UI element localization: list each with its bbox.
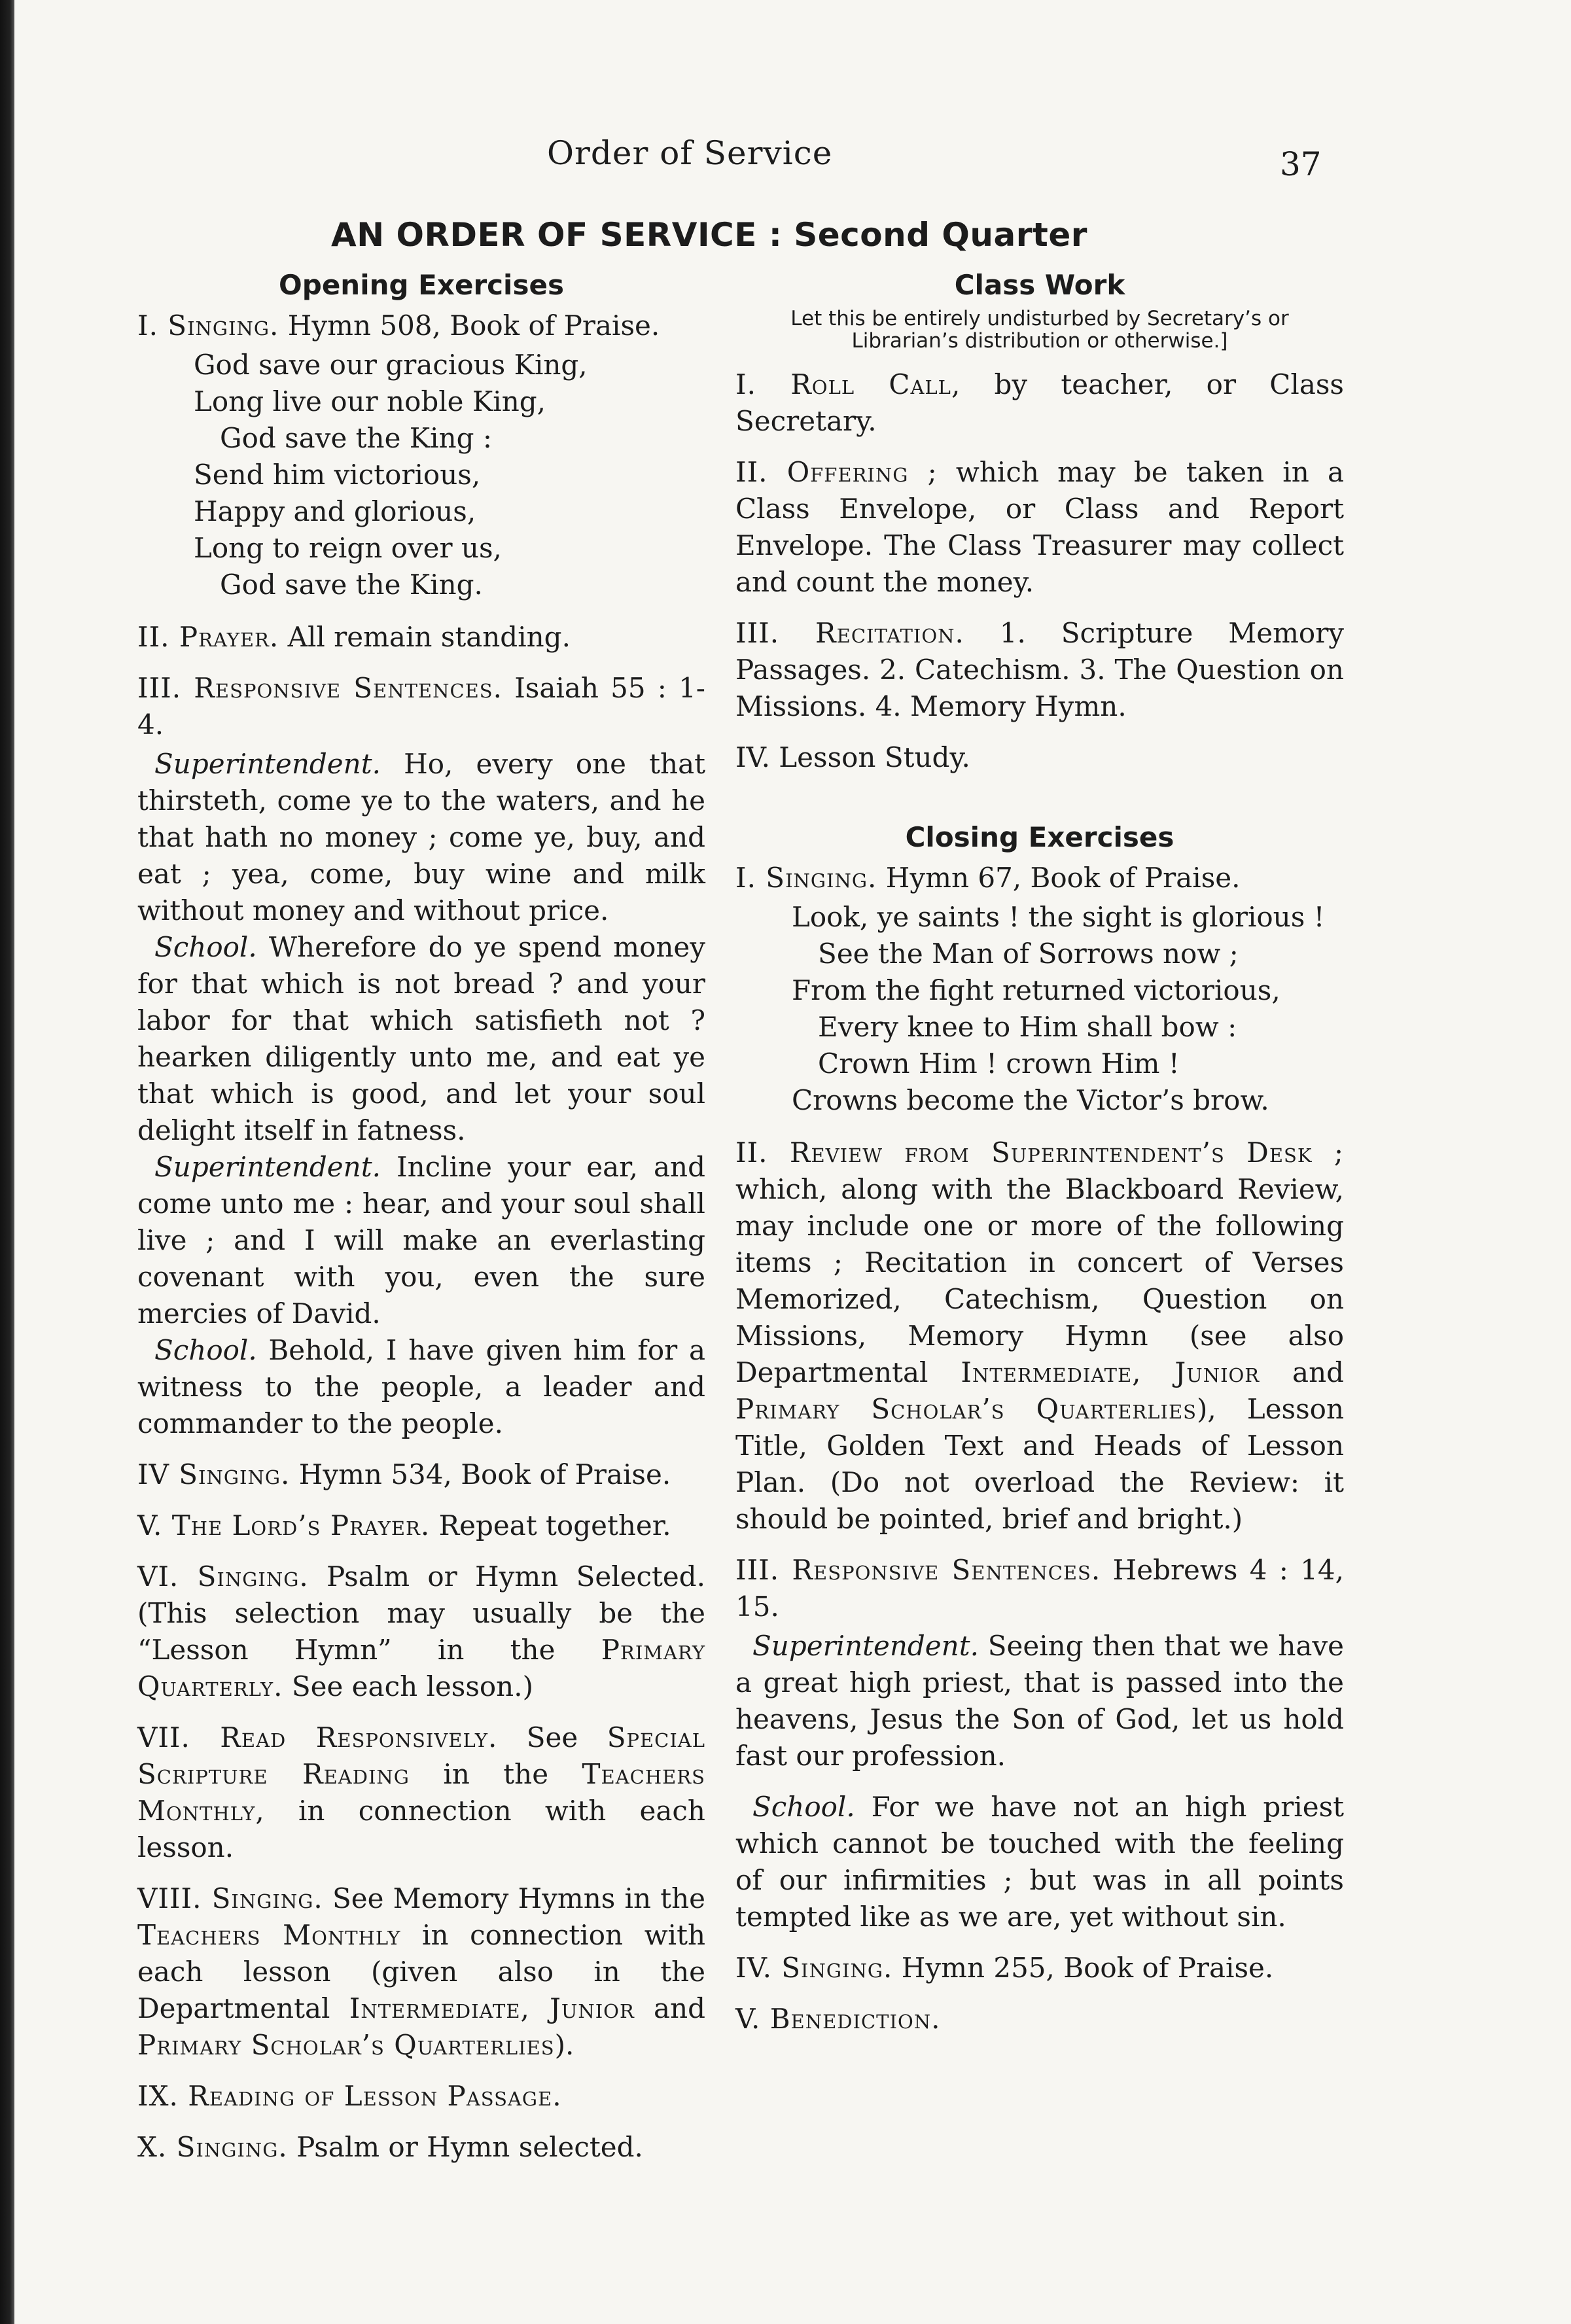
item-text: Hymn 255, Book of Praise. — [901, 1952, 1274, 1984]
item-text: and — [1260, 1356, 1345, 1388]
item-text: See each lesson.) — [283, 1670, 533, 1702]
item-label: III. Responsive Sentences. — [137, 672, 503, 704]
item-text: in the — [409, 1758, 582, 1790]
speaker-label: Superintendent. — [752, 1630, 979, 1662]
item-text: Psalm or Hymn selected. — [296, 2131, 643, 2163]
item-text: and — [634, 1992, 706, 2024]
singing-item — [735, 1950, 1344, 1986]
item-text: All remain standing. — [287, 621, 571, 653]
recitation-item — [735, 615, 1344, 725]
running-head: Order of Service — [547, 134, 833, 172]
item-label: I. Roll Call, — [735, 368, 961, 400]
item-text: See — [497, 1721, 607, 1753]
hymn-line: Happy and glorious, — [194, 495, 476, 527]
item-text: Repeat together. — [438, 1509, 671, 1541]
hymn-line: Long to reign over us, — [194, 532, 502, 564]
item-text: which may be taken in a Class Envelope, or Class and Report Envelope. The Class Treasurer may collect and count the money. — [735, 456, 1344, 598]
speaker-label: Superintendent. — [154, 1151, 381, 1183]
item-label: VII. Read Responsively. — [137, 1721, 498, 1753]
memory-hymns-item — [137, 1880, 705, 2064]
school-reading — [735, 1789, 1344, 1935]
opening-singing-item — [137, 308, 705, 344]
hymn-verse — [194, 347, 705, 603]
school-reading — [137, 929, 705, 1149]
item-label: II. Review from Superintendent’s Desk ; — [735, 1136, 1344, 1169]
reading-text: Wherefore do ye spend money for that which is not bread ? and your labor for that which satisfieth not ? hearken diligently unto me, and eat ye that which is good, and let your soul delight itself in fatness. — [137, 931, 705, 1146]
page-title: AN ORDER OF SERVICE : Second Quarter — [331, 216, 1087, 254]
singing-selected-item — [137, 1558, 705, 1705]
superintendent-reading — [137, 746, 705, 929]
offering-item — [735, 454, 1344, 601]
hymn-line: Crowns become the Victor’s brow. — [792, 1084, 1269, 1116]
benediction-item — [735, 2001, 1344, 2037]
closing-singing-item — [735, 860, 1344, 896]
review-item — [735, 1135, 1344, 1538]
item-text: Psalm or Hymn Selected. (This selection may usually be the “Lesson Hymn” in the — [137, 1560, 705, 1666]
publication-name: Primary Scholar’s Quarterlies — [137, 2029, 555, 2061]
closing-exercises-heading: Closing Exercises — [905, 821, 1174, 853]
item-label: VI. Singing. — [137, 1560, 309, 1593]
hymn-line: God save the King. — [194, 569, 483, 601]
item-text: which, along with the Blackboard Review, may include one or more of the following items ; Recitation in concert of Verses Memorized, Catechism, Question on Missions, Memory Hymn (see also Departmental — [735, 1173, 1344, 1388]
reading-text: Behold, I have given him for a witness to the people, a leader and commander to the people. — [137, 1334, 705, 1439]
hymn-line: Look, ye saints ! the sight is glorious ! — [792, 901, 1325, 933]
item-label: II. Offering ; — [735, 456, 938, 488]
publication-name: Special Scripture Reading — [137, 1721, 705, 1790]
item-label: V. The Lord’s Prayer. — [137, 1509, 431, 1541]
speaker-label: School. — [752, 1791, 855, 1823]
item-text: Isaiah 55 : 1-4. — [137, 672, 705, 741]
item-text: 1. Scripture Memory Passages. 2. Catechism. 3. The Question on Missions. 4. Memory Hymn. — [735, 617, 1345, 722]
hymn-line: God save the King : — [194, 422, 493, 454]
lesson-passage-item — [137, 2078, 705, 2115]
page-number: 37 — [1280, 145, 1322, 183]
speaker-label: School. — [154, 931, 257, 963]
item-text: ), Lesson Title, Golden Text and Heads of Lesson Plan. (Do not overload the Review: it should be pointed, brief and bright.) — [735, 1393, 1344, 1535]
hymn-line: Every knee to Him shall bow : — [792, 1011, 1237, 1043]
publication-name: Teachers Monthly — [137, 1919, 401, 1951]
hymn-line: See the Man of Sorrows now ; — [792, 938, 1239, 970]
class-work-heading: Class Work — [954, 269, 1125, 301]
responsive-sentences-item — [137, 670, 705, 743]
class-work-note: Let this be entirely undisturbed by Secretary’s or Librarian’s distribution or otherwise.] — [790, 307, 1289, 353]
lesson-study-item: IV. Lesson Study. — [735, 741, 970, 773]
item-text: Hymn 534, Book of Praise. — [298, 1458, 671, 1490]
hymn-line: Send him victorious, — [194, 459, 481, 491]
reading-text: Seeing then that we have a great high priest, that is passed into the heavens, Jesus the Son of God, let us hold fast our profession. — [735, 1630, 1344, 1772]
publication-name: Intermediate, Junior — [961, 1356, 1260, 1388]
speaker-label: School. — [154, 1334, 257, 1366]
opening-exercises-heading: Opening Exercises — [279, 269, 564, 301]
item-label: X. Singing. — [137, 2131, 288, 2163]
item-text: ). — [554, 2029, 574, 2061]
roll-call-item — [735, 366, 1344, 440]
item-label: IV. Singing. — [735, 1952, 893, 1984]
hymn-verse — [792, 899, 1344, 1119]
item-label: VIII. Singing. — [137, 1882, 323, 1914]
lords-prayer-item — [137, 1507, 705, 1544]
speaker-label: Superintendent. — [154, 748, 381, 780]
prayer-item — [137, 619, 705, 656]
responsive-sentences-item — [735, 1552, 1344, 1625]
right-column — [735, 267, 1344, 2052]
publication-name: Teachers Monthly, — [137, 1758, 705, 1827]
hymn-line: God save our gracious King, — [194, 349, 588, 381]
superintendent-reading — [735, 1628, 1344, 1774]
item-label: II. Prayer. — [137, 621, 279, 653]
superintendent-reading — [137, 1149, 705, 1332]
item-label: IX. Reading of Lesson Passage. — [137, 2080, 562, 2112]
item-text: by teacher, or Class Secretary. — [735, 368, 1344, 437]
left-column — [137, 267, 705, 2180]
hymn-line: Crown Him ! crown Him ! — [792, 1048, 1180, 1080]
item-label: I. Singing. — [137, 309, 279, 342]
closing-singing-item — [137, 2129, 705, 2166]
item-text: in connection with each lesson. — [137, 1795, 705, 1863]
hymn-line: From the fight returned victorious, — [792, 974, 1280, 1006]
item-label: III. Recitation. — [735, 617, 964, 649]
item-label: V. Benediction. — [735, 2003, 941, 2035]
item-text: Hebrews 4 : 14, 15. — [735, 1554, 1344, 1623]
singing-item — [137, 1456, 705, 1493]
item-text: in connection with each lesson (given also in the Departmental — [137, 1919, 705, 2024]
reading-text: Incline your ear, and come unto me : hear, and your soul shall live ; and I will make an everlasting covenant with you, even the sure mercies of David. — [137, 1151, 705, 1329]
item-label: IV Singing. — [137, 1458, 291, 1490]
item-text: See Memory Hymns in the — [323, 1882, 705, 1914]
publication-name: Primary Quarterly. — [137, 1634, 705, 1702]
item-label: III. Responsive Sentences. — [735, 1554, 1101, 1586]
reading-text: Ho, every one that thirsteth, come ye to the waters, and he that hath no money ; come ye, buy, and eat ; yea, come, buy wine and milk without money and without price. — [137, 748, 705, 926]
item-label: I. Singing. — [735, 862, 877, 894]
hymn-line: Long live our noble King, — [194, 385, 546, 417]
read-responsively-item — [137, 1719, 705, 1866]
publication-name: Intermediate, Junior — [349, 1992, 635, 2024]
item-text: Hymn 508, Book of Praise. — [287, 309, 660, 342]
publication-name: Primary Scholar’s Quarterlies — [735, 1393, 1197, 1425]
reading-text: For we have not an high priest which cannot be touched with the feeling of our infirmities ; but was in all points tempted like as we are, yet without sin. — [735, 1791, 1344, 1933]
school-reading — [137, 1332, 705, 1442]
item-text: Hymn 67, Book of Praise. — [885, 862, 1241, 894]
